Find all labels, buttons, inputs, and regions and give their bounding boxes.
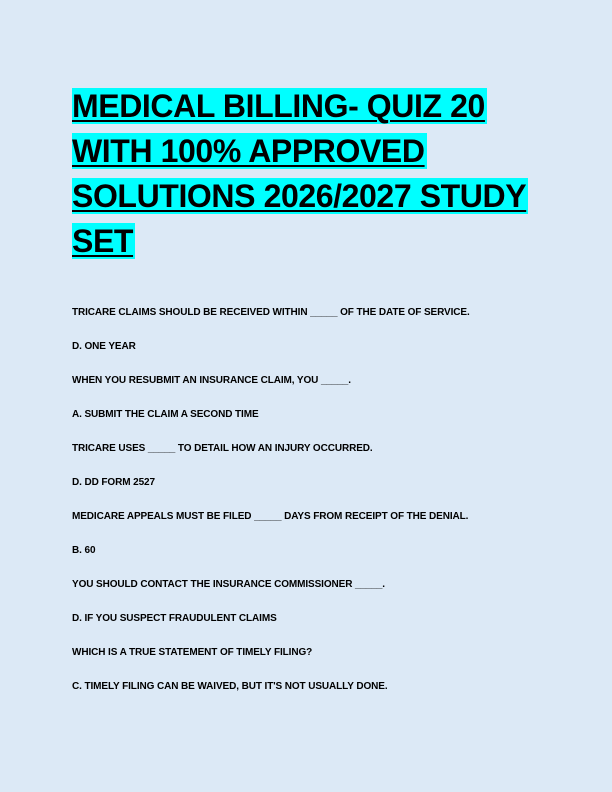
- question-answer-list: [72, 306, 552, 714]
- question-text: TRICARE CLAIMS SHOULD BE RECEIVED WITHIN _____ OF THE DATE OF SERVICE.: [72, 307, 470, 318]
- document-title-text: MEDICAL BILLING- QUIZ 20 WITH 100% APPROVED SOLUTIONS 2026/2027 STUDY SET: [72, 88, 527, 259]
- answer-text: D. ONE YEAR: [72, 341, 136, 352]
- question-text: MEDICARE APPEALS MUST BE FILED _____ DAYS FROM RECEIPT OF THE DENIAL.: [72, 511, 469, 522]
- question-text: YOU SHOULD CONTACT THE INSURANCE COMMISSIONER _____.: [72, 579, 385, 590]
- question-text: TRICARE USES _____ TO DETAIL HOW AN INJURY OCCURRED.: [72, 443, 373, 454]
- document-title: [72, 84, 542, 264]
- answer-text: C. TIMELY FILING CAN BE WAIVED, BUT IT'S NOT USUALLY DONE.: [72, 681, 388, 692]
- answer-text: D. DD FORM 2527: [72, 477, 155, 488]
- answer-text: B. 60: [72, 545, 96, 556]
- question-text: WHICH IS A TRUE STATEMENT OF TIMELY FILING?: [72, 647, 313, 658]
- question-text: WHEN YOU RESUBMIT AN INSURANCE CLAIM, YOU _____.: [72, 375, 351, 386]
- answer-text: A. SUBMIT THE CLAIM A SECOND TIME: [72, 409, 259, 420]
- answer-text: D. IF YOU SUSPECT FRAUDULENT CLAIMS: [72, 613, 277, 624]
